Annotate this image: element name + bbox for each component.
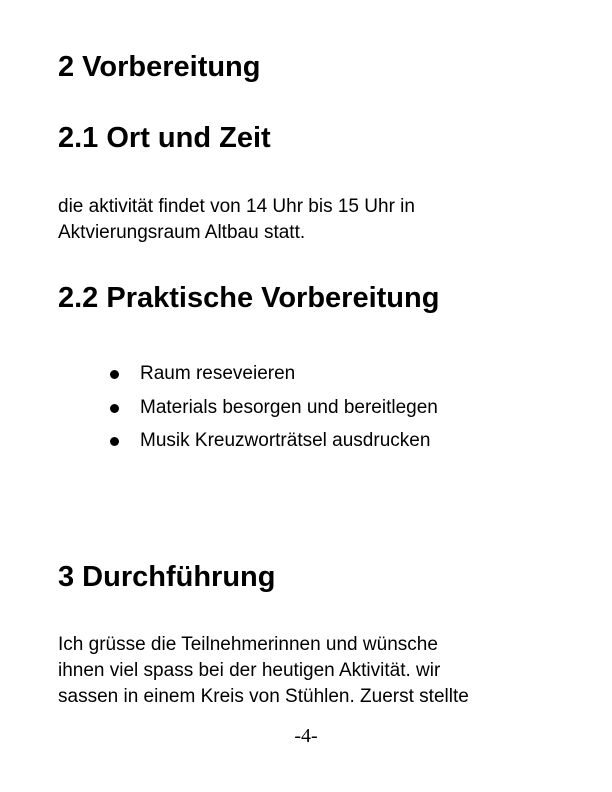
list-item-text: Materials besorgen und bereitlegen <box>140 396 438 418</box>
paragraph-line: Ich grüsse die Teilnehmerinnen und wünsche <box>58 634 438 655</box>
list-item-text: Raum reseveieren <box>140 363 296 384</box>
bullet-icon <box>110 404 119 413</box>
bullet-icon <box>110 370 119 379</box>
bullet-icon <box>110 437 119 446</box>
heading-vorbereitung: 2 Vorbereitung <box>58 51 261 83</box>
paragraph-line: sassen in einem Kreis von Stühlen. Zuerst stellte <box>58 686 469 707</box>
heading-praktische-vorbereitung: 2.2 Praktische Vorbereitung <box>58 282 440 314</box>
list-item-text: Musik Kreuzworträtsel ausdrucken <box>140 430 431 451</box>
paragraph-line: die aktivität findet von 14 Uhr bis 15 Uhr in <box>58 196 415 217</box>
heading-ort-und-zeit: 2.1 Ort und Zeit <box>58 122 271 154</box>
paragraph-line: ihnen viel spass bei der heutigen Aktivität. wir <box>58 660 441 681</box>
paragraph-ort-und-zeit <box>58 194 415 246</box>
heading-durchfuehrung: 3 Durchführung <box>58 561 276 593</box>
paragraph-line: Aktvierungsraum Altbau statt. <box>58 222 306 243</box>
page-number: -4- <box>294 725 318 747</box>
paragraph-durchfuehrung <box>58 632 469 710</box>
